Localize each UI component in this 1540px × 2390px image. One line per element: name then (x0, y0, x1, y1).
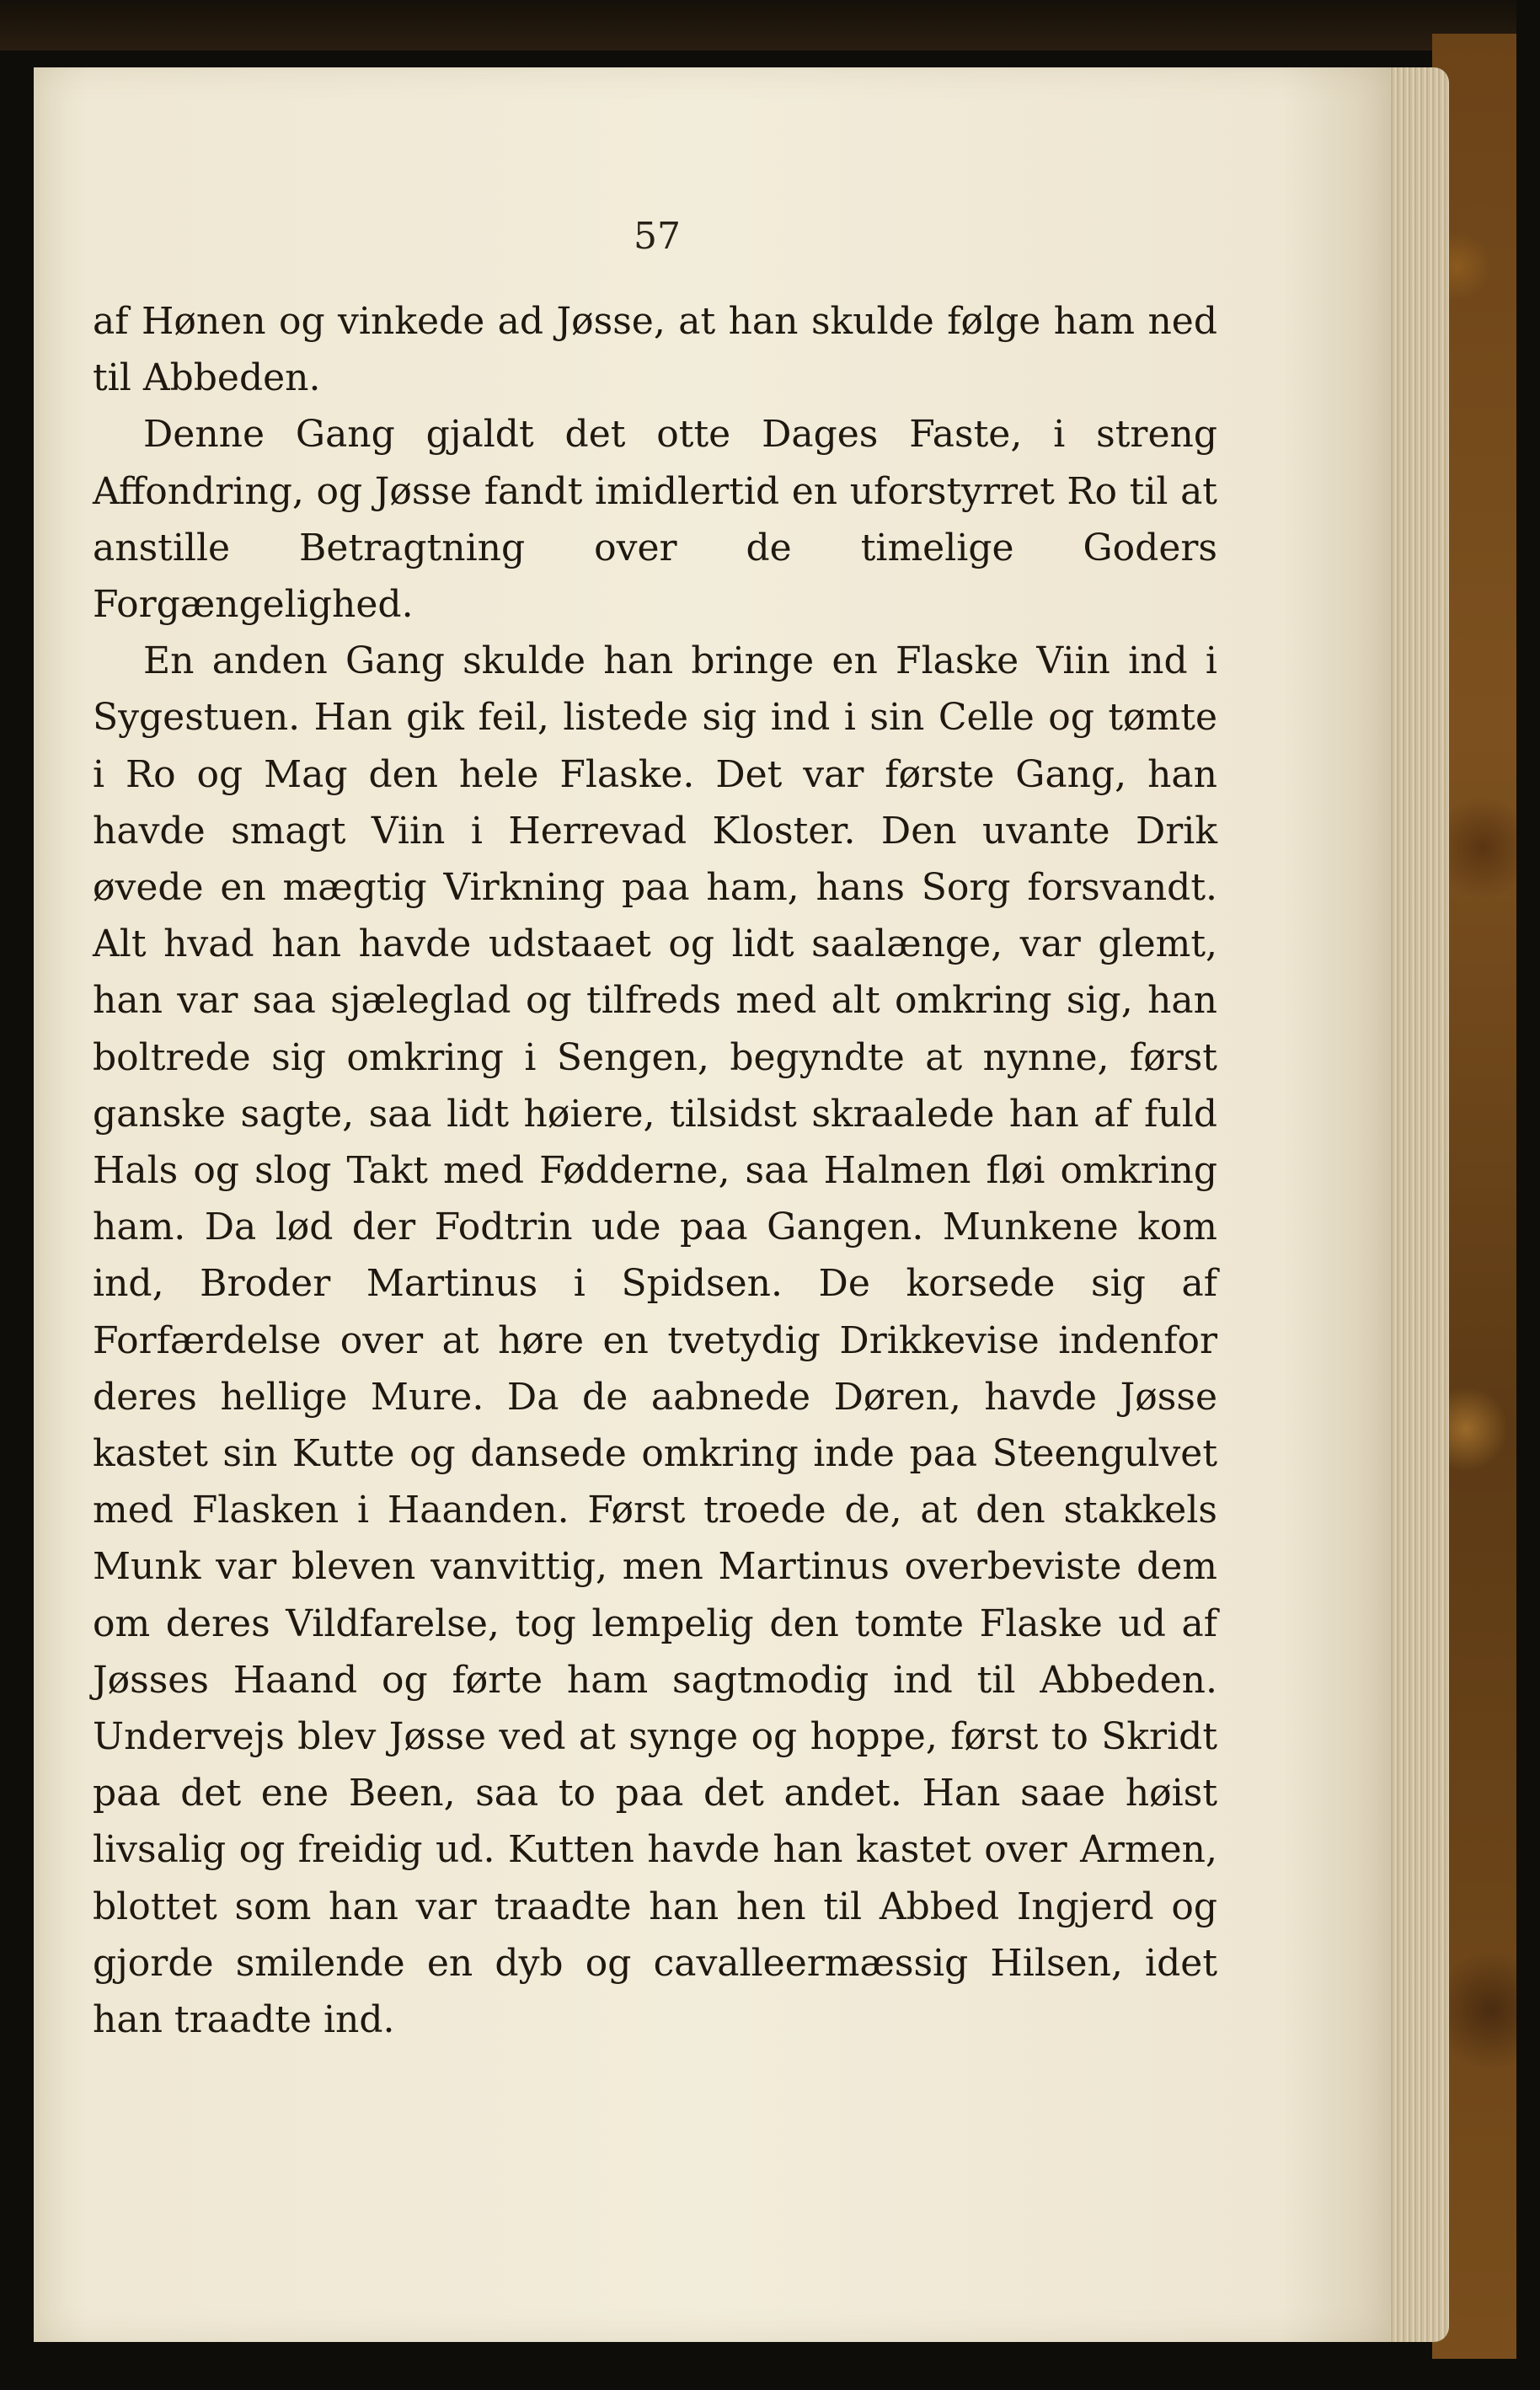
page-edges (1382, 67, 1449, 2342)
paragraph-2: Denne Gang gjaldt det otte Dages Faste, i streng Affondring, og Jøsse fandt imidlertid en uforstyrret Ro til at anstille Betragtning over de timelige Goders Forgængelighed. (93, 413, 1217, 627)
paragraph-1: af Hønen og vinkede ad Jøsse, at han skulde følge ham ned til Abbeden. (93, 300, 1217, 400)
page-text (93, 293, 1217, 2048)
page-number: 57 (634, 215, 681, 258)
cover-board-top (0, 0, 1516, 51)
paragraph-3: En anden Gang skulde han bringe en Flaske Viin ind i Sygestuen. Han gik feil, listede sig ind i sin Celle og tømte i Ro og Mag den hele Flaske. Det var første Gang, han havde smagt Viin i Herrevad Kloster. Den uvante Drik øvede en mægtig Virkning paa ham, hans Sorg forsvandt. Alt hvad han havde udstaaet og lidt saalænge, var glemt, han var saa sjæleglad og tilfreds med alt omkring sig, han boltrede sig omkring i Sengen, begyndte at nynne, først ganske sagte, saa lidt høiere, tilsidst skraalede han af fuld Hals og slog Takt med Fødderne, saa Halmen fløi omkring ham. Da lød der Fodtrin ude paa Gangen. Munkene kom ind, Broder Martinus i Spidsen. De korsede sig af Forfærdelse over at høre en tvetydig Drikkevise indenfor deres hellige Mure. Da de aabnede Døren, havde Jøsse kastet sin Kutte og dansede omkring inde paa Steengulvet med Flasken i Haanden. Først troede de, at den stakkels Munk var bleven vanvittig, men Martinus overbeviste dem om deres Vildfarelse, tog lempelig den tomte Flaske ud af Jøsses Haand og førte ham sagtmodig ind til Abbeden. Undervejs blev Jøsse ved at synge og hoppe, først to Skridt paa det ene Been, saa to paa det andet. Han saae høist livsalig og freidig ud. Kutten havde han kastet over Armen, blottet som han var traadte han hen til Abbed Ingjerd og gjorde smilende en dyb og cavalleermæssig Hilsen, idet han traadte ind. (93, 639, 1217, 2042)
book-page (34, 67, 1390, 2342)
